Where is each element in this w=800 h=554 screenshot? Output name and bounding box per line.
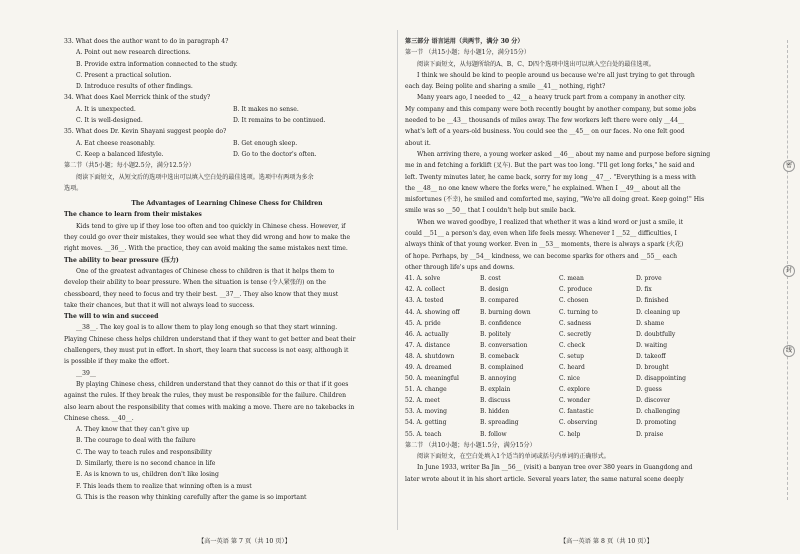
choice: 43. A. tested (405, 297, 444, 305)
option-34a: A. It is unexpected. (76, 105, 136, 113)
blank-39: __39__ (76, 369, 96, 377)
paragraph-3-line3: challengers, they must put in effort. In short, they learn that success is not easy, although it (64, 347, 349, 355)
choice: C. secretly (559, 330, 592, 338)
choice-row-48 (405, 351, 713, 362)
seal-mark-xian: 线 (783, 345, 795, 357)
cloze-paragraph-4-line4: of hope. Perhaps, by __54__ kindness, we can become sparks for others and __55__ each (405, 252, 678, 260)
choice: 55. A. teach (405, 430, 442, 438)
option-33b: B. Provide extra information connected to the study. (76, 60, 238, 68)
choice: B. politely (480, 330, 511, 338)
choice-row-51 (405, 384, 713, 395)
option-f: F. This leads them to realize that winning often is a must (76, 482, 252, 490)
option-d: D. Similarly, there is no second chance in life (76, 459, 216, 467)
choice-row-42 (405, 284, 713, 295)
choice-row-53 (405, 406, 713, 417)
option-34b: B. It makes no sense. (233, 105, 299, 113)
choice: C. sadness (559, 319, 592, 327)
option-35c: C. Keep a balanced lifestyle. (76, 150, 164, 158)
choice: B. annoying (480, 375, 517, 383)
choice: B. spreading (480, 419, 519, 427)
options-35-row2 (64, 149, 390, 160)
choice: 53. A. moving (405, 408, 447, 416)
choice: D. shame (636, 319, 665, 327)
choice: B. compared (480, 297, 519, 305)
choice-row-50 (405, 373, 713, 384)
paragraph-4-line2: against the rules. If they break the rules, they must be responsible for the failure. Children (64, 392, 347, 400)
page-footer-left: 【高一英语 第 7 页（共 10 页）】 (198, 538, 291, 545)
choice: D. waiting (636, 341, 668, 349)
cloze-paragraph-1-line1: I think we should be kind to people around us because we're all just trying to get through (417, 71, 695, 79)
choice: D. guess (636, 386, 662, 394)
cloze-paragraph-2-line4: what's left of a years-old business. You could see the __45__ on our faces. No one felt good (405, 128, 685, 136)
choice-row-41 (405, 273, 713, 284)
choice: C. mean (559, 275, 584, 283)
choice: B. discuss (480, 397, 511, 405)
paragraph-3-line4: is possible if they make the effort. (64, 358, 170, 366)
choice: B. complained (480, 363, 524, 371)
paragraph-1-line2: they could go over their mistakes, they would see what they did wrong and how to make the (64, 234, 351, 242)
right-column (405, 36, 713, 485)
option-33a: A. Point out new research directions. (76, 49, 191, 57)
choice: C. heard (559, 363, 585, 371)
section-2-instructions-right: 阅读下面短文，在空白处填入1个适当的单词或括号内单词的正确形式。 (417, 452, 610, 460)
choice: 46. A. actually (405, 330, 449, 338)
choice: B. burning down (480, 308, 531, 316)
choice: 50. A. meaningful (405, 375, 459, 383)
choice: C. setup (559, 352, 584, 360)
choice: 42. A. collect (405, 286, 445, 294)
choice: 41. A. solve (405, 275, 441, 283)
paragraph-1-line3: right moves. __36__. With the practice, they can avoid making the same mistakes next time. (64, 245, 348, 253)
paragraph-4-line3: also learn about the responsibility that comes with making a move. There are no takebacks in (64, 403, 355, 411)
cloze-paragraph-3-line4: the __48__ no one knew where the forks were," he explained. When I __49__ about all the (405, 184, 681, 192)
grammar-paragraph-line2: later wrote about it in his short article. Several years later, the same natural scene deeply (405, 475, 684, 483)
option-34d: D. It remains to be continued. (233, 117, 326, 125)
question-33-stem: 33. What does the author want to do in paragraph 4? (64, 38, 229, 45)
column-divider (397, 30, 398, 530)
choice: 45. A. pride (405, 319, 441, 327)
left-column (64, 36, 390, 503)
choice: B. follow (480, 430, 507, 438)
option-g: G. This is the reason why thinking carefully after the game is so important (76, 493, 307, 501)
choice: D. fix (636, 286, 652, 294)
choice: B. confidence (480, 319, 522, 327)
choice-row-49 (405, 362, 713, 373)
option-35d: D. Go to the doctor's often. (233, 150, 317, 158)
cloze-paragraph-3-line1: When arriving there, a young worker asked __46__ about my name and purpose before signing (417, 150, 711, 158)
choice-row-54 (405, 417, 713, 428)
section-1-heading: 第一节 （共15小题；每小题1分，满分15分） (405, 49, 530, 57)
choice: B. conversation (480, 341, 528, 349)
choice: 48. A. shutdown (405, 352, 455, 360)
options-35-row1 (64, 138, 390, 149)
cloze-paragraph-2-line5: about it. (405, 139, 431, 147)
choice: C. help (559, 430, 581, 438)
option-33d: D. Introduce results of other findings. (76, 83, 193, 91)
choice: D. praise (636, 430, 664, 438)
cloze-paragraph-2-line3: needed to be __43__ thousands of miles away. The few workers left there were only __44__ (405, 117, 685, 125)
option-c: C. The way to teach rules and responsibility (76, 448, 212, 456)
choice-row-47 (405, 340, 713, 351)
choice: 47. A. distance (405, 341, 451, 349)
cloze-paragraph-4-line3: always think of that young worker. Even in __53__ moments, there is always a spark (火花) (405, 241, 684, 249)
choice: C. fantastic (559, 408, 594, 416)
cloze-paragraph-3-line2: me in and fetching a forklift (叉车). But the part was too long. "I'll get long forks," he said and (405, 162, 695, 170)
cloze-paragraph-4-line2: could __51__ a person's day, even when life feels messy. Whenever I __52__ difficulties, I (405, 230, 677, 238)
option-33c: C. Present a practical solution. (76, 71, 172, 79)
option-a: A. They know that they can't give up (76, 426, 190, 434)
choice: C. wonder (559, 397, 591, 405)
choice: C. nice (559, 375, 580, 383)
choice: D. doubtfully (636, 330, 676, 338)
cloze-paragraph-2-line1: Many years ago, I needed to __42__ a heavy truck part from a company in another city. (417, 94, 686, 102)
choice-row-43 (405, 295, 713, 306)
section-2-heading: 第二节（共5小题；每小题2.5分，满分12.5分） (64, 162, 195, 170)
choice: 44. A. showing off (405, 308, 460, 316)
choice-row-44 (405, 307, 713, 318)
seal-mark-feng: 封 (783, 265, 795, 277)
section-1-instructions: 阅读下面短文，从每题所给的A、B、C、D四个选项中选出可以填入空白处的最佳选项。 (417, 60, 655, 68)
choice: 49. A. dreamed (405, 363, 452, 371)
paragraph-4-line4: Chinese chess. __40__. (64, 414, 134, 422)
cloze-choices (405, 273, 713, 439)
paragraph-1-line1: Kids tend to give up if they lose too often and too quickly in Chinese chess. However, if (76, 222, 346, 230)
option-35a: A. Eat cheese reasonably. (76, 139, 155, 147)
choice: B. design (480, 286, 509, 294)
page-footer-right: 【高一英语 第 8 页（共 10 页）】 (560, 538, 653, 545)
choice: C. turning to (559, 308, 598, 316)
choice: 51. A. change (405, 386, 447, 394)
choice: C. check (559, 341, 585, 349)
choice: D. disappointing (636, 375, 686, 383)
choice: D. promoting (636, 419, 677, 427)
choice-row-52 (405, 395, 713, 406)
paragraph-3-line2: Playing Chinese chess helps children understand that if they want to get better and beat their (64, 335, 356, 343)
paragraph-4-line1: By playing Chinese chess, children understand that they cannot do this or that if it goes (76, 380, 349, 388)
question-34-stem: 34. What does Kael Merrick think of the study? (64, 94, 211, 102)
cloze-paragraph-3-line5: misfortunes (不幸), he smiled and comforted me, saying, "We're all doing great. Keep going!" His (405, 196, 705, 204)
choice-row-46 (405, 329, 713, 340)
choice: D. discover (636, 397, 671, 405)
part-3-heading: 第三部分 语言运用（共两节，满分 30 分） (405, 38, 524, 45)
choice: D. challenging (636, 408, 680, 416)
choice: B. explain (480, 386, 511, 394)
cloze-paragraph-3-line3: left. Twenty minutes later, he came back, sorry for my long __47__. "Everything is a mess with (405, 173, 696, 181)
choice: B. cost (480, 275, 501, 283)
choice: D. takeoff (636, 352, 666, 360)
option-e: E. As is known to us, children don't like losing (76, 471, 219, 479)
subheading-will-to-win: The will to win and succeed (64, 313, 159, 321)
paragraph-3-line1: __38__. The key goal is to allow them to play long enough so that they start winning. (76, 324, 338, 332)
choice: C. produce (559, 286, 593, 294)
paragraph-2-line3: chessboard, they need to focus and try their best. __37__. They also know that they must (64, 290, 339, 298)
option-b: B. The courage to deal with the failure (76, 437, 196, 445)
option-35b: B. Get enough sleep. (233, 139, 298, 147)
choice: D. brought (636, 363, 669, 371)
options-34-row2 (64, 115, 390, 126)
choice-row-45 (405, 318, 713, 329)
choice: C. explore (559, 386, 590, 394)
paragraph-2-line4: take their chances, but that it will not always lead to success. (64, 301, 255, 309)
choice: D. finished (636, 297, 669, 305)
option-34c: C. It is well-designed. (76, 117, 143, 125)
section-2-instructions: 阅读下面短文，从短文后的选项中选出可以填入空白处的最佳选项。选项中有两项为多余 (76, 173, 314, 181)
choice: D. cleaning up (636, 308, 680, 316)
cloze-paragraph-4-line1: When we waved goodbye, I realized that whether it was a kind word or just a smile, it (417, 218, 684, 226)
subheading-pressure: The ability to bear pressure (压力) (64, 256, 179, 264)
cloze-paragraph-4-line5: other through life's ups and downs. (405, 263, 515, 271)
grammar-paragraph-line1: In June 1933, writer Ba Jin __56__ (visit) a banyan tree over 380 years in Guangdong and (417, 464, 693, 472)
choice: C. observing (559, 419, 598, 427)
subheading-mistakes: The chance to learn from their mistakes (64, 211, 202, 219)
choice: B. comeback (480, 352, 519, 360)
choice: 52. A. meet (405, 397, 440, 405)
paragraph-2-line1: One of the greatest advantages of Chinese chess to children is that it helps them to (76, 267, 335, 275)
passage-title: The Advantages of Learning Chinese Chess for Children (131, 200, 323, 208)
choice-row-55 (405, 429, 713, 440)
cloze-paragraph-3-line6: smile was so __50__ that I couldn't help but smile back. (405, 207, 576, 215)
seal-mark-mi: 密 (783, 160, 795, 172)
section-2-instructions-cont: 选项。 (64, 184, 83, 192)
choice: B. hidden (480, 408, 510, 416)
question-35-stem: 35. What does Dr. Kevin Shayani suggest people do? (64, 128, 227, 136)
section-2-heading-right: 第二节 （共10小题；每小题1.5分，满分15分） (405, 441, 536, 449)
choice: 54. A. getting (405, 419, 447, 427)
choice: D. prove (636, 275, 662, 283)
paragraph-2-line2: develop their ability to bear pressure. When the situation is tense (令人紧张的) on the (64, 279, 326, 287)
cloze-paragraph-1-line2: each day. Being polite and sharing a smile __41__ nothing, right? (405, 83, 606, 91)
options-34-row1 (64, 104, 390, 115)
cloze-paragraph-2-line2: My company and this company were both recently bought by another company, but some jobs (405, 105, 696, 113)
choice: C. chosen (559, 297, 589, 305)
